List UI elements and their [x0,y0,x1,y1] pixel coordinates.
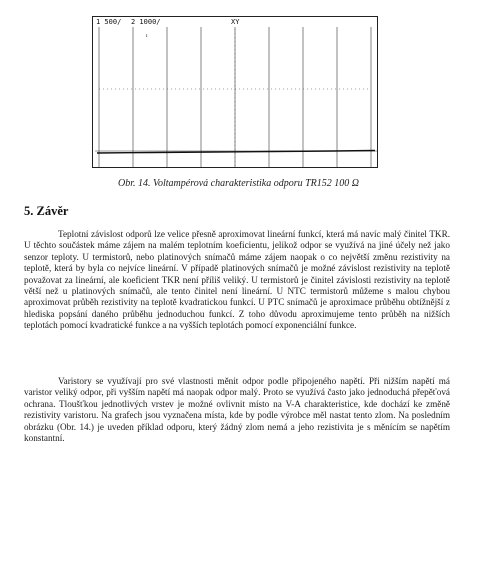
scope-plot [93,17,379,169]
channel-2-scale: 2 1000/ [131,18,161,26]
figure-caption: Obr. 14. Voltampérová charakteristika odporu TR152 100 Ω [117,178,359,189]
section-heading: 5. Závěr [24,204,69,218]
scope-graticule [95,27,377,167]
oscilloscope-screen [92,16,378,168]
scope-mode: XY [231,18,240,26]
paragraph: Teplotní závislost odporů lze velice přesně aproximovat lineární funkcí, která má navíc malý činitel TKR. U těchto součástek máme zájem na malém teplotním koeficientu, jelikož odpor se využívá na jiné účely než jako senzor teploty. U termistorů, nebo platinových snímačů máme zájem naopak o co největší změnu rezistivity na teplotě, která by byla co nejvíce lineární. V případě platinových snímačů je možné závislost rezistivity na teplotě považovat za lineární, ale koeficient TKR není příliš veliký. U termistorů je činitel závislosti rezistivity na teplotě větší než u platinových snímačů, ale tento činitel není lineární. U NTC termistorů můžeme s malou chybou aproximovat průběh rezistivity na teplotě kvadratickou funkcí. U PTC snímačů je aproximace průběhu obtížnější z hlediska popsání daného průběhu jednoduchou funkcí. Z toho důvodu aproximujeme tento průběh na nižších teplotách pomocí kvadratické funkce a na vyšších teplotách pomocí exponenciální funkce. [24,229,450,331]
trigger-marker: ↕ [145,33,149,39]
paragraph: Varistory se využívají pro své vlastnosti měnit odpor podle připojeného napětí. Při nižším napětí má varistor veliký odpor, při vyšším napětí má naopak odpor malý. Proto se využívá často jako jednoduchá přepěťová ochrana. Tloušťkou jednotlivých vrstev je možné ovlivnit místo na V-A charakteristice, kde dochází ke změně rezistivity varistoru. Na grafech jsou vyznačena místa, kde by podle výrobce měl nastat tento zlom. Na posledním obrázku (Obr. 14.) je uveden příklad odporu, který žádný zlom nemá a jeho rezistivita je s měnícím se napětím konstantní. [24,376,450,444]
channel-1-scale: 1 500/ [96,18,122,26]
